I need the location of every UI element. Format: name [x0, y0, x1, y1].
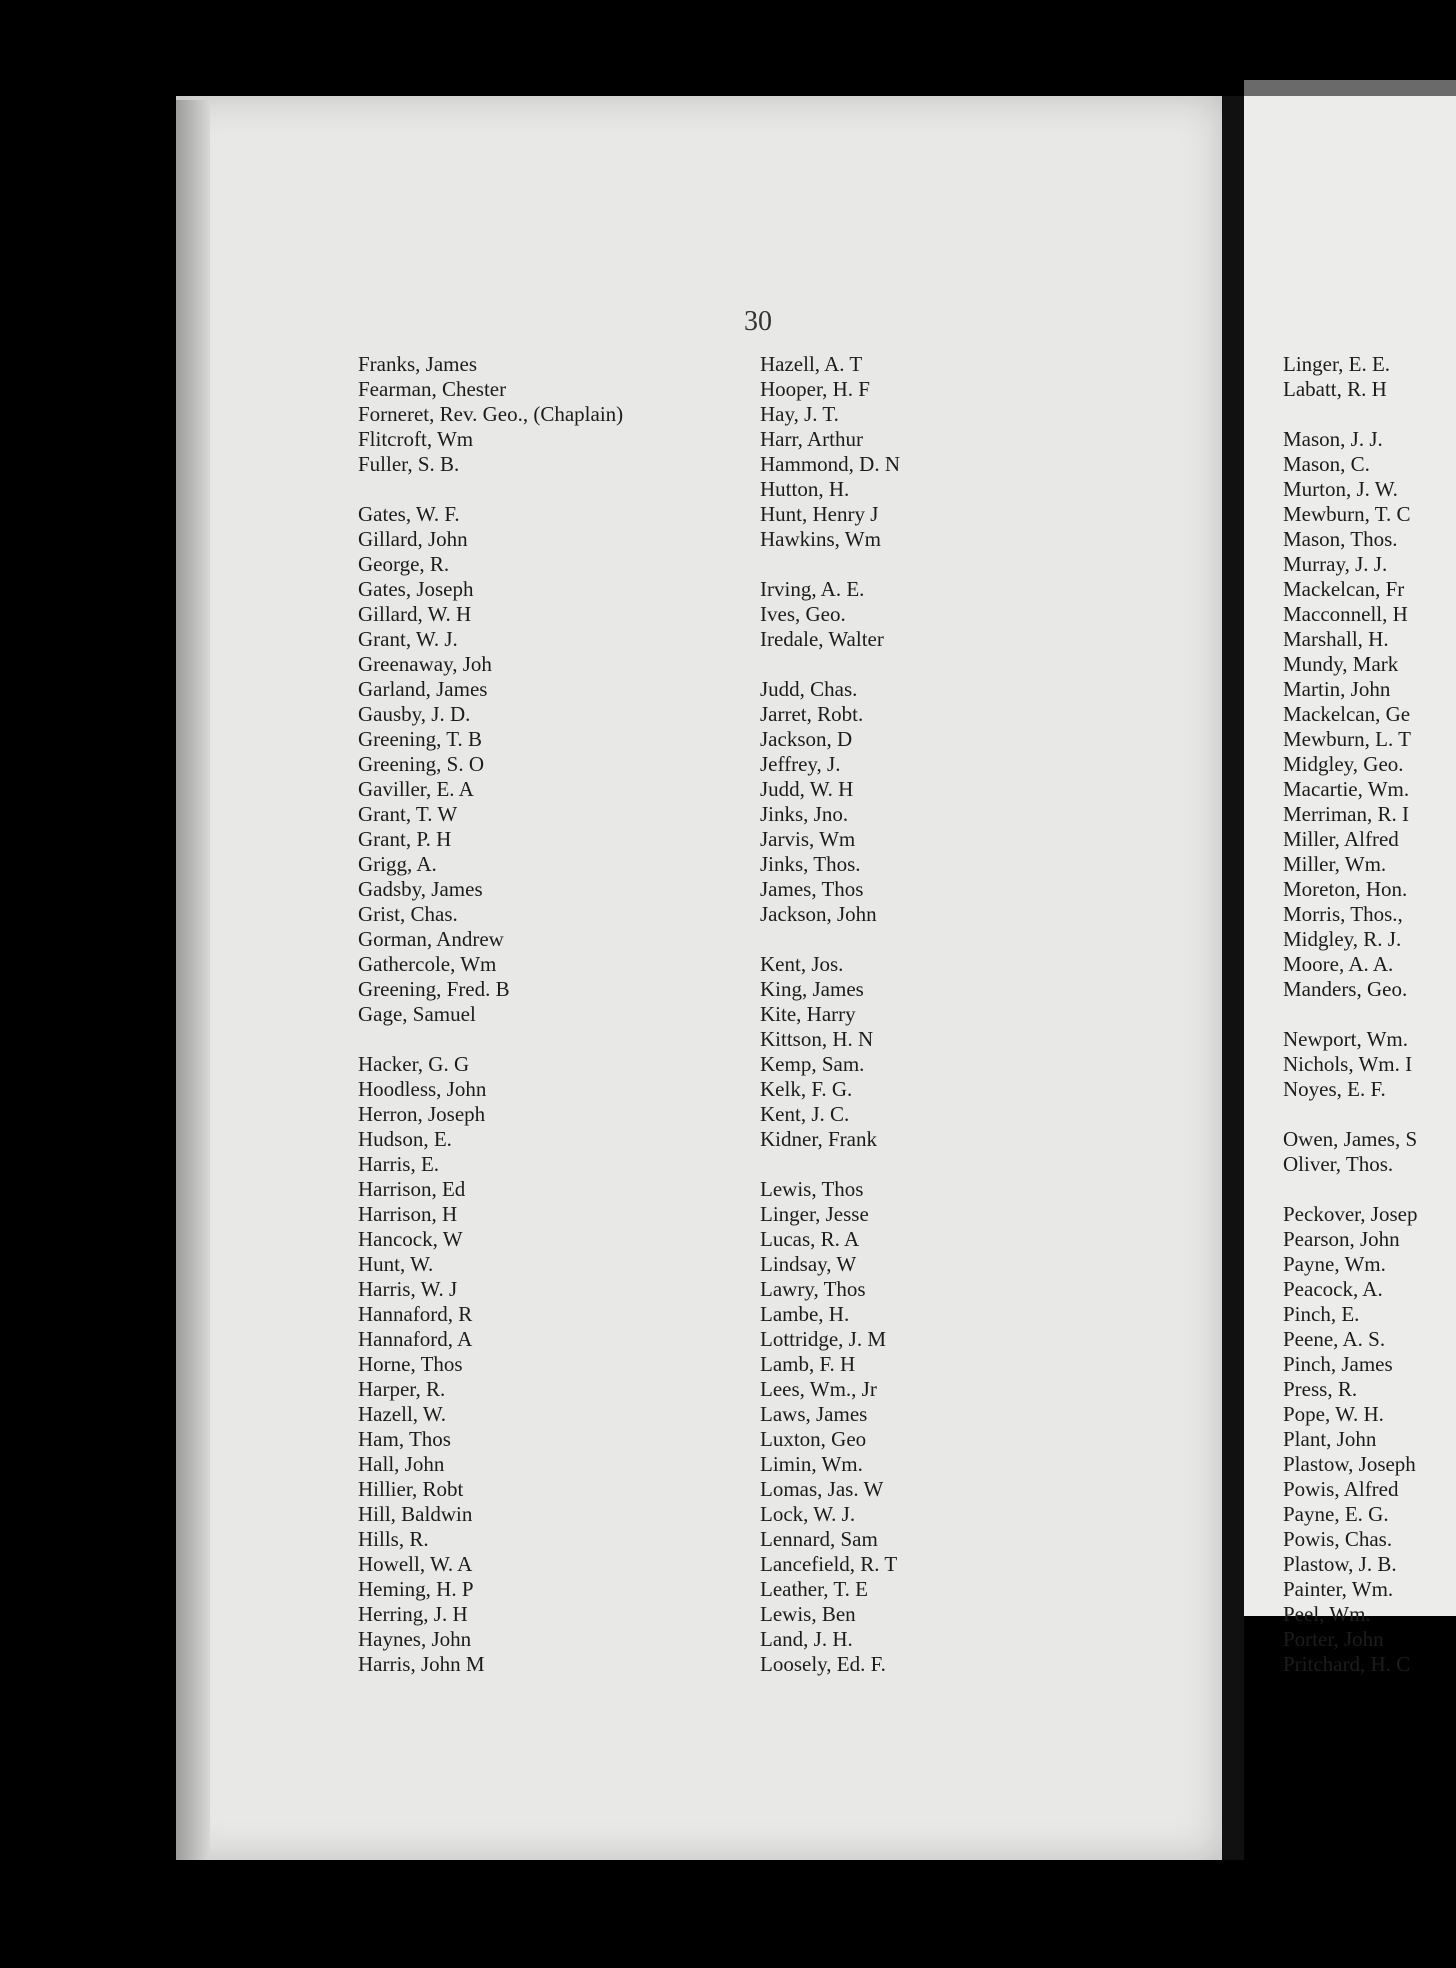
group-spacer [760, 552, 900, 577]
name-column-2 [760, 352, 900, 1677]
name-entry: Lees, Wm., Jr [760, 1377, 877, 1401]
name-entry: Kite, Harry [760, 1002, 856, 1026]
name-entry: Gausby, J. D. [358, 702, 471, 726]
name-entry: Lottridge, J. M [760, 1327, 886, 1351]
name-entry: Hammond, D. N [760, 452, 900, 476]
name-entry: Marshall, H. [1283, 627, 1389, 651]
name-entry: Nichols, Wm. I [1283, 1052, 1413, 1076]
name-entry: Powis, Chas. [1283, 1527, 1393, 1551]
name-entry: Grant, T. W [358, 802, 458, 826]
name-entry: Lawry, Thos [760, 1277, 866, 1301]
name-entry: Grist, Chas. [358, 902, 458, 926]
name-entry: Lindsay, W [760, 1252, 857, 1276]
name-entry: Hudson, E. [358, 1127, 452, 1151]
name-entry: Merriman, R. I [1283, 802, 1409, 826]
name-entry: Greening, S. O [358, 752, 484, 776]
name-entry: Hills, R. [358, 1527, 429, 1551]
group-spacer [358, 1027, 623, 1052]
name-entry: Herring, J. H [358, 1602, 468, 1626]
name-entry: Midgley, Geo. [1283, 752, 1404, 776]
name-entry: Morris, Thos., [1283, 902, 1403, 926]
name-entry: Howell, W. A [358, 1552, 473, 1576]
name-entry: Judd, Chas. [760, 677, 858, 701]
name-entry: Jarret, Robt. [760, 702, 864, 726]
name-entry: Gillard, W. H [358, 602, 472, 626]
name-entry: Painter, Wm. [1283, 1577, 1394, 1601]
name-entry: Hall, John [358, 1452, 445, 1476]
name-entry: Jinks, Jno. [760, 802, 849, 826]
name-entry: Kent, Jos. [760, 952, 844, 976]
name-entry: Moreton, Hon. [1283, 877, 1408, 901]
name-entry: Grant, P. H [358, 827, 452, 851]
name-entry: Gates, W. F. [358, 502, 460, 526]
name-entry: Mewburn, T. C [1283, 502, 1411, 526]
name-entry: Plastow, Joseph [1283, 1452, 1416, 1476]
name-entry: Jeffrey, J. [760, 752, 841, 776]
name-entry: Plant, John [1283, 1427, 1377, 1451]
name-column-1 [358, 352, 623, 1677]
name-entry: George, R. [358, 552, 450, 576]
name-entry: Harper, R. [358, 1377, 446, 1401]
name-entry: Lancefield, R. T [760, 1552, 898, 1576]
name-entry: Newport, Wm. [1283, 1027, 1409, 1051]
name-entry: Mason, C. [1283, 452, 1370, 476]
name-entry: Payne, E. G. [1283, 1502, 1389, 1526]
name-entry: Jackson, D [760, 727, 853, 751]
name-entry: Fuller, S. B. [358, 452, 460, 476]
name-entry: Harrison, H [358, 1202, 458, 1226]
name-entry: Limin, Wm. [760, 1452, 863, 1476]
name-entry: Pinch, E. [1283, 1302, 1360, 1326]
name-entry: Gage, Samuel [358, 1002, 476, 1026]
group-spacer [760, 927, 900, 952]
name-entry: Peene, A. S. [1283, 1327, 1386, 1351]
name-entry: Lomas, Jas. W [760, 1477, 884, 1501]
name-entry: Labatt, R. H [1283, 377, 1387, 401]
name-entry: Garland, James [358, 677, 488, 701]
name-entry: Jackson, John [760, 902, 877, 926]
name-entry: Mackelcan, Ge [1283, 702, 1411, 726]
group-spacer [1283, 1177, 1456, 1202]
name-entry: Ives, Geo. [760, 602, 846, 626]
name-entry: Franks, James [358, 352, 477, 376]
page-binding-edge [176, 100, 210, 1860]
name-entry: Gadsby, James [358, 877, 483, 901]
name-entry: Laws, James [760, 1402, 868, 1426]
name-column-3 [1283, 352, 1456, 1677]
name-entry: Lock, W. J. [760, 1502, 856, 1526]
name-entry: Hancock, W [358, 1227, 463, 1251]
name-entry: Jarvis, Wm [760, 827, 856, 851]
name-entry: Kittson, H. N [760, 1027, 874, 1051]
name-entry: Gathercole, Wm [358, 952, 497, 976]
name-entry: Miller, Alfred [1283, 827, 1399, 851]
left-page [176, 96, 1222, 1860]
group-spacer [760, 652, 900, 677]
name-entry: Pritchard, H. C [1283, 1652, 1411, 1676]
name-entry: Miller, Wm. [1283, 852, 1387, 876]
name-entry: Luxton, Geo [760, 1427, 867, 1451]
name-entry: Hunt, Henry J [760, 502, 879, 526]
name-entry: Hunt, W. [358, 1252, 434, 1276]
name-entry: Hooper, H. F [760, 377, 870, 401]
name-entry: Mason, J. J. [1283, 427, 1383, 451]
name-entry: Fearman, Chester [358, 377, 507, 401]
name-entry: Midgley, R. J. [1283, 927, 1402, 951]
name-entry: Iredale, Walter [760, 627, 884, 651]
name-entry: Harris, E. [358, 1152, 440, 1176]
name-entry: Hoodless, John [358, 1077, 487, 1101]
name-entry: Forneret, Rev. Geo., (Chaplain) [358, 402, 624, 426]
name-entry: Greening, Fred. B [358, 977, 510, 1001]
name-entry: Judd, W. H [760, 777, 854, 801]
name-entry: Kelk, F. G. [760, 1077, 853, 1101]
name-entry: Hazell, W. [358, 1402, 447, 1426]
name-entry: Gates, Joseph [358, 577, 474, 601]
name-entry: Lewis, Ben [760, 1602, 856, 1626]
name-entry: Lamb, F. H [760, 1352, 856, 1376]
name-entry: Gillard, John [358, 527, 468, 551]
name-entry: Ham, Thos [358, 1427, 451, 1451]
group-spacer [1283, 1002, 1456, 1027]
name-entry: Hacker, G. G [358, 1052, 470, 1076]
name-entry: Kemp, Sam. [760, 1052, 865, 1076]
name-entry: Harrison, Ed [358, 1177, 466, 1201]
name-entry: Press, R. [1283, 1377, 1358, 1401]
group-spacer [358, 477, 623, 502]
name-entry: Flitcroft, Wm [358, 427, 474, 451]
name-entry: Irving, A. E. [760, 577, 865, 601]
name-entry: Hawkins, Wm [760, 527, 881, 551]
name-entry: Mackelcan, Fr [1283, 577, 1405, 601]
name-entry: Linger, E. E. [1283, 352, 1391, 376]
name-entry: King, James [760, 977, 864, 1001]
name-entry: Hazell, A. T [760, 352, 863, 376]
name-entry: Payne, Wm. [1283, 1252, 1386, 1276]
name-entry: Mason, Thos. [1283, 527, 1398, 551]
name-entry: Moore, A. A. [1283, 952, 1394, 976]
name-entry: Greening, T. B [358, 727, 483, 751]
name-entry: Heming, H. P [358, 1577, 474, 1601]
name-entry: Grigg, A. [358, 852, 437, 876]
page-number: 30 [744, 306, 772, 337]
name-entry: Peacock, A. [1283, 1277, 1383, 1301]
right-page-top-edge [1244, 80, 1456, 96]
name-entry: Mewburn, L. T [1283, 727, 1411, 751]
name-entry: James, Thos [760, 877, 864, 901]
name-entry: Pinch, James [1283, 1352, 1393, 1376]
group-spacer [760, 1152, 900, 1177]
name-entry: Porter, John [1283, 1627, 1384, 1651]
name-entry: Hutton, H. [760, 477, 850, 501]
name-entry: Greenaway, Joh [358, 652, 492, 676]
name-entry: Oliver, Thos. [1283, 1152, 1394, 1176]
name-entry: Manders, Geo. [1283, 977, 1408, 1001]
name-entry: Gaviller, E. A [358, 777, 474, 801]
name-entry: Macartie, Wm. [1283, 777, 1410, 801]
name-entry: Plastow, J. B. [1283, 1552, 1397, 1576]
name-entry: Haynes, John [358, 1627, 472, 1651]
name-entry: Lucas, R. A [760, 1227, 860, 1251]
name-entry: Peckover, Josep [1283, 1202, 1418, 1226]
name-entry: Hannaford, R [358, 1302, 473, 1326]
name-entry: Harr, Arthur [760, 427, 863, 451]
name-entry: Hillier, Robt [358, 1477, 464, 1501]
name-entry: Jinks, Thos. [760, 852, 861, 876]
name-entry: Horne, Thos [358, 1352, 463, 1376]
name-entry: Powis, Alfred [1283, 1477, 1399, 1501]
name-entry: Pearson, John [1283, 1227, 1400, 1251]
name-entry: Lewis, Thos [760, 1177, 864, 1201]
name-entry: Gorman, Andrew [358, 927, 504, 951]
group-spacer [1283, 402, 1456, 427]
book-gutter [1222, 96, 1244, 1860]
name-entry: Linger, Jesse [760, 1202, 869, 1226]
name-entry: Herron, Joseph [358, 1102, 486, 1126]
name-entry: Leather, T. E [760, 1577, 868, 1601]
name-entry: Owen, James, S [1283, 1127, 1418, 1151]
name-entry: Lennard, Sam [760, 1527, 878, 1551]
name-entry: Murray, J. J. [1283, 552, 1388, 576]
name-entry: Martin, John [1283, 677, 1391, 701]
name-entry: Loosely, Ed. F. [760, 1652, 886, 1676]
name-entry: Hay, J. T. [760, 402, 839, 426]
name-entry: Harris, W. J [358, 1277, 458, 1301]
name-entry: Kidner, Frank [760, 1127, 877, 1151]
name-entry: Lambe, H. [760, 1302, 850, 1326]
name-entry: Peel, Wm. [1283, 1602, 1371, 1626]
name-entry: Hill, Baldwin [358, 1502, 473, 1526]
name-entry: Hannaford, A [358, 1327, 473, 1351]
name-entry: Grant, W. J. [358, 627, 458, 651]
name-entry: Pope, W. H. [1283, 1402, 1384, 1426]
name-entry: Kent, J. C. [760, 1102, 850, 1126]
name-entry: Noyes, E. F. [1283, 1077, 1386, 1101]
name-entry: Mundy, Mark [1283, 652, 1399, 676]
group-spacer [1283, 1102, 1456, 1127]
name-entry: Harris, John M [358, 1652, 485, 1676]
name-entry: Macconnell, H [1283, 602, 1408, 626]
name-entry: Land, J. H. [760, 1627, 853, 1651]
name-entry: Murton, J. W. [1283, 477, 1398, 501]
